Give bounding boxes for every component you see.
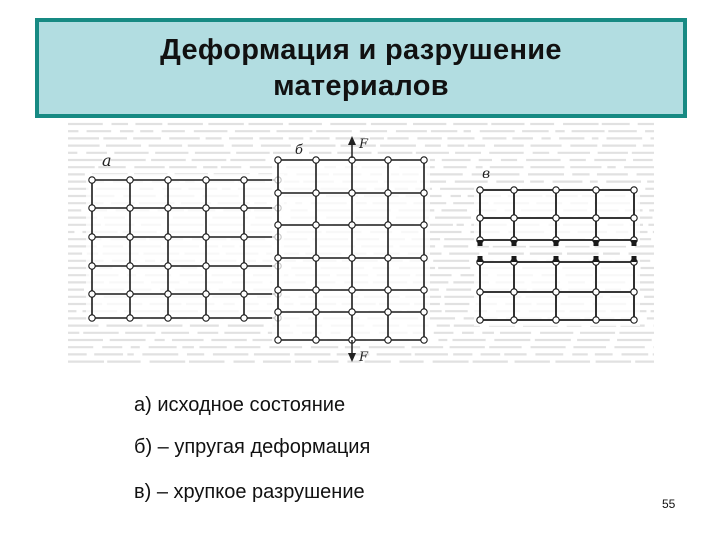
- panel-b-atom: [275, 309, 281, 315]
- panel-c-upper-atom: [511, 215, 517, 221]
- panel-c-broken-bond-upper: [632, 240, 637, 246]
- panel-b-atom: [275, 157, 281, 163]
- panel-c-lower-atom: [511, 289, 517, 295]
- panel-a-atom: [89, 315, 95, 321]
- panel-c-lower-atom: [477, 317, 483, 323]
- panel-a-atom: [165, 177, 171, 183]
- panel-b-atom: [313, 287, 319, 293]
- panel-c-lower-atom: [631, 289, 637, 295]
- panel-b-atom: [385, 190, 391, 196]
- panel-a-atom: [203, 177, 209, 183]
- caption-initial-state: а) исходное состояние: [134, 394, 346, 416]
- panel-a-atom: [89, 263, 95, 269]
- panel-b-label: б: [295, 143, 303, 158]
- caption-brittle-fracture: в) – хрупкое разрушение: [134, 481, 365, 503]
- panel-a-label: а: [102, 151, 112, 170]
- panel-c-broken-bond-lower: [554, 256, 559, 262]
- panel-a-atom: [241, 315, 247, 321]
- panel-c-lower-atom: [593, 317, 599, 323]
- panel-a-atom: [203, 315, 209, 321]
- lattice-figure: [62, 118, 660, 370]
- panel-b-atom: [275, 255, 281, 261]
- force-label-top: F: [359, 137, 369, 152]
- panel-b-backing: [272, 154, 430, 346]
- panel-b-atom: [313, 337, 319, 343]
- panel-c-lower-atom: [553, 289, 559, 295]
- panel-c-upper-atom: [593, 215, 599, 221]
- force-label-bottom: F: [359, 350, 369, 365]
- panel-b-atom: [421, 309, 427, 315]
- lattice-figure-svg: [62, 118, 660, 370]
- panel-c-brittle-fracture: [474, 184, 640, 326]
- panel-c-broken-bond-upper: [554, 240, 559, 246]
- panel-b-atom: [349, 222, 355, 228]
- panel-a-atom: [165, 291, 171, 297]
- panel-c-lower-atom: [511, 317, 517, 323]
- caption-elastic-deformation: б) – упругая деформация: [134, 436, 371, 458]
- panel-c-upper-atom: [553, 215, 559, 221]
- panel-b-atom: [385, 222, 391, 228]
- panel-a-atom: [89, 177, 95, 183]
- panel-b-atom: [313, 222, 319, 228]
- panel-b-atom: [313, 190, 319, 196]
- panel-b-atom: [385, 309, 391, 315]
- panel-b-atom: [421, 337, 427, 343]
- panel-c-broken-bond-lower: [594, 256, 599, 262]
- page-number: 55: [662, 497, 676, 511]
- panel-a-atom: [89, 234, 95, 240]
- panel-c-broken-bond-lower: [512, 256, 517, 262]
- panel-c-label: в: [482, 166, 491, 182]
- panel-a-atom: [241, 291, 247, 297]
- panel-c-lower-atom: [593, 289, 599, 295]
- panel-b-atom: [421, 287, 427, 293]
- panel-c-broken-bond-lower: [478, 256, 483, 262]
- panel-b-atom: [349, 287, 355, 293]
- panel-b-atom: [385, 157, 391, 163]
- panel-a-atom: [241, 234, 247, 240]
- panel-b-atom: [313, 309, 319, 315]
- panel-c-lower-atom: [477, 289, 483, 295]
- panel-b-atom: [421, 222, 427, 228]
- panel-b-atom: [421, 190, 427, 196]
- panel-c-broken-bond-upper: [478, 240, 483, 246]
- panel-c-upper-atom: [631, 187, 637, 193]
- panel-a-atom: [203, 263, 209, 269]
- panel-a-atom: [203, 234, 209, 240]
- panel-b-atom: [275, 190, 281, 196]
- panel-b-atom: [275, 337, 281, 343]
- panel-b-atom: [313, 157, 319, 163]
- panel-c-broken-bond-lower: [632, 256, 637, 262]
- panel-b-atom: [349, 255, 355, 261]
- panel-a-atom: [127, 263, 133, 269]
- panel-c-broken-bond-upper: [512, 240, 517, 246]
- panel-a-atom: [127, 177, 133, 183]
- panel-a-atom: [89, 291, 95, 297]
- panel-a-atom: [89, 205, 95, 211]
- panel-b-elastic-deformation: [272, 154, 430, 346]
- panel-c-broken-bond-upper: [594, 240, 599, 246]
- panel-a-atom: [127, 205, 133, 211]
- panel-b-atom: [349, 309, 355, 315]
- panel-a-atom: [165, 315, 171, 321]
- panel-a-atom: [165, 234, 171, 240]
- panel-a-atom: [127, 291, 133, 297]
- panel-a-atom: [165, 205, 171, 211]
- panel-c-upper-atom: [511, 187, 517, 193]
- panel-b-atom: [275, 222, 281, 228]
- panel-a-atom: [203, 205, 209, 211]
- panel-b-atom: [385, 255, 391, 261]
- panel-a-backing: [86, 174, 284, 324]
- panel-c-lower-atom: [631, 317, 637, 323]
- panel-a-atom: [165, 263, 171, 269]
- panel-b-atom: [349, 190, 355, 196]
- panel-a-atom: [241, 205, 247, 211]
- panel-c-upper-atom: [631, 215, 637, 221]
- panel-a-initial-state: [86, 174, 284, 324]
- panel-c-upper-atom: [593, 187, 599, 193]
- title-banner: [35, 18, 687, 118]
- panel-b-atom: [313, 255, 319, 261]
- panel-c-upper-atom: [553, 187, 559, 193]
- slide-title: Деформация и разрушение материалов: [160, 34, 562, 102]
- panel-c-upper-atom: [477, 215, 483, 221]
- panel-c-lower-atom: [553, 317, 559, 323]
- panel-a-atom: [127, 315, 133, 321]
- panel-a-atom: [127, 234, 133, 240]
- panel-b-atom: [385, 287, 391, 293]
- panel-b-atom: [275, 287, 281, 293]
- panel-a-atom: [241, 263, 247, 269]
- panel-b-atom: [421, 157, 427, 163]
- panel-b-atom: [385, 337, 391, 343]
- panel-a-atom: [203, 291, 209, 297]
- panel-a-atom: [241, 177, 247, 183]
- panel-c-upper-atom: [477, 187, 483, 193]
- panel-b-atom: [421, 255, 427, 261]
